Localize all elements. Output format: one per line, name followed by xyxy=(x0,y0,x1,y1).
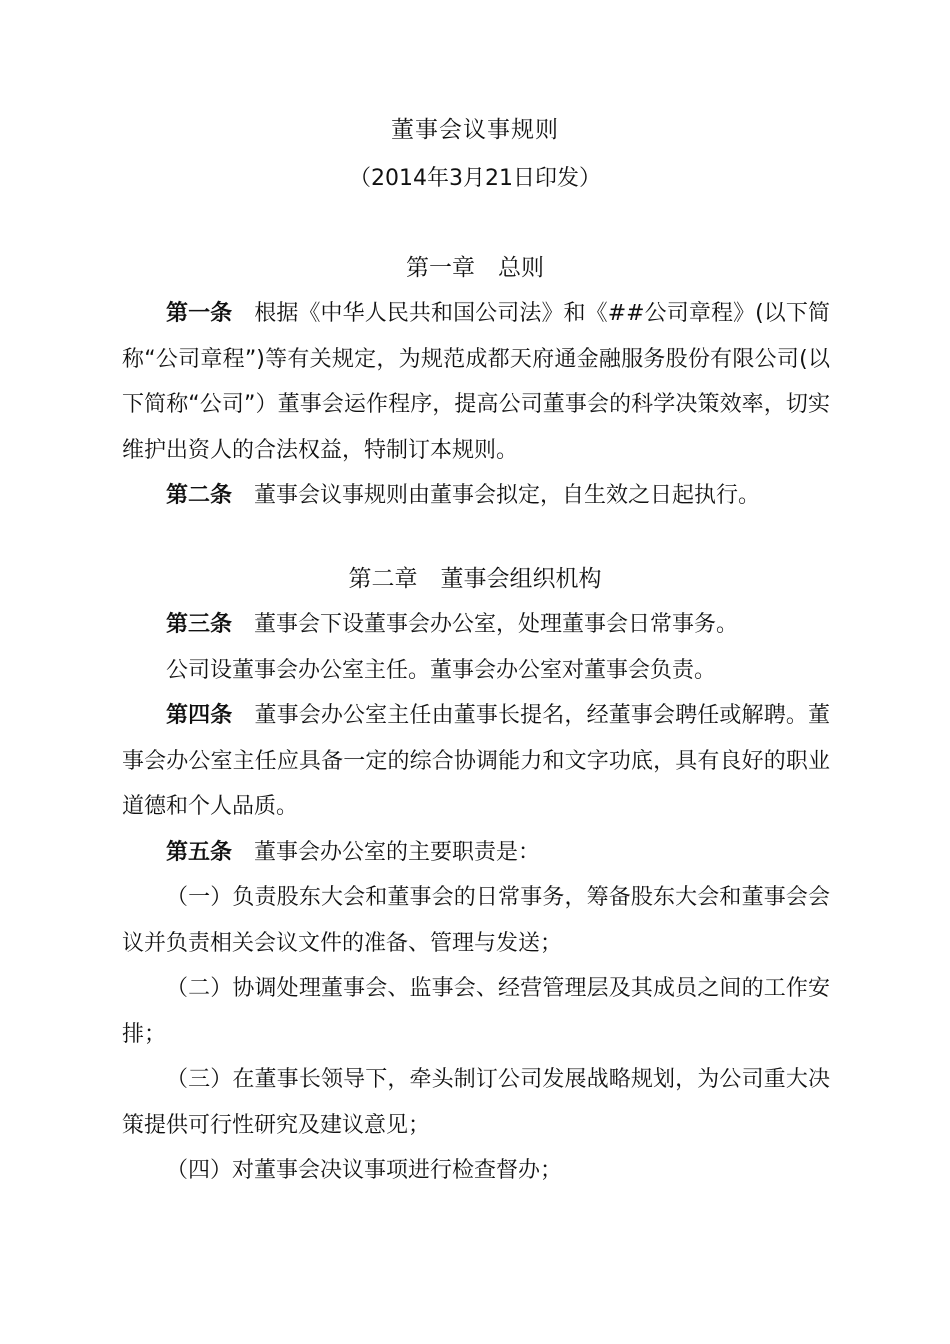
list-item-text: （一）负责股东大会和董事会的日常事务，筹备股东大会和董事会会议并负责相关会议文件的准备、管理与发送； xyxy=(122,885,830,956)
body-paragraph xyxy=(122,648,830,694)
document-subtitle: （2014年3月21日印发） xyxy=(349,166,601,191)
article-number: 第三条 xyxy=(166,612,233,637)
list-item-text: （二）协调处理董事会、监事会、经营管理层及其成员之间的工作安排； xyxy=(122,976,830,1047)
list-item-text: （四）对董事会决议事项进行检查督办； xyxy=(166,1158,563,1183)
article-paragraph xyxy=(122,602,830,648)
article-number: 第四条 xyxy=(166,703,233,728)
article-number: 第一条 xyxy=(166,301,233,326)
list-item xyxy=(122,875,830,966)
article-number: 第五条 xyxy=(166,839,233,865)
document-title: 董事会议事规则 xyxy=(391,117,559,143)
article-text: 董事会办公室主任由董事长提名，经董事会聘任或解聘。董事会办公室主任应具备一定的综合协调能力和文字功底，具有良好的职业道德和个人品质。 xyxy=(122,703,830,819)
chapter-heading: 第一章 总则 xyxy=(406,255,544,281)
article-paragraph xyxy=(122,291,830,473)
list-item xyxy=(122,1148,830,1194)
article-text: 根据《中华人民共和国公司法》和《##公司章程》(以下简称“公司章程”)等有关规定，为规范成都天府通金融服务股份有限公司(以下简称“公司”）董事会运作程序，提高公司董事会的科学决策效率，切实维护出资人的合法权益，特制订本规则。 xyxy=(122,301,830,463)
list-item xyxy=(122,966,830,1057)
article-paragraph xyxy=(122,693,830,830)
list-item-text: （三）在董事长领导下，牵头制订公司发展战略规划，为公司重大决策提供可行性研究及建议意见； xyxy=(122,1067,830,1138)
article-text: 董事会办公室的主要职责是： xyxy=(254,839,541,865)
article-text: 董事会议事规则由董事会拟定，自生效之日起执行。 xyxy=(254,483,761,508)
article-text: 董事会下设董事会办公室，处理董事会日常事务。 xyxy=(254,612,739,637)
paragraph-text: 公司设董事会办公室主任。董事会办公室对董事会负责。 xyxy=(166,657,717,683)
chapter-body xyxy=(122,291,830,519)
chapter-body xyxy=(122,602,830,1194)
article-paragraph xyxy=(122,830,830,876)
chapter-heading: 第二章 董事会组织机构 xyxy=(348,566,602,592)
list-item xyxy=(122,1057,830,1148)
article-number: 第二条 xyxy=(166,483,233,508)
article-paragraph xyxy=(122,473,830,519)
